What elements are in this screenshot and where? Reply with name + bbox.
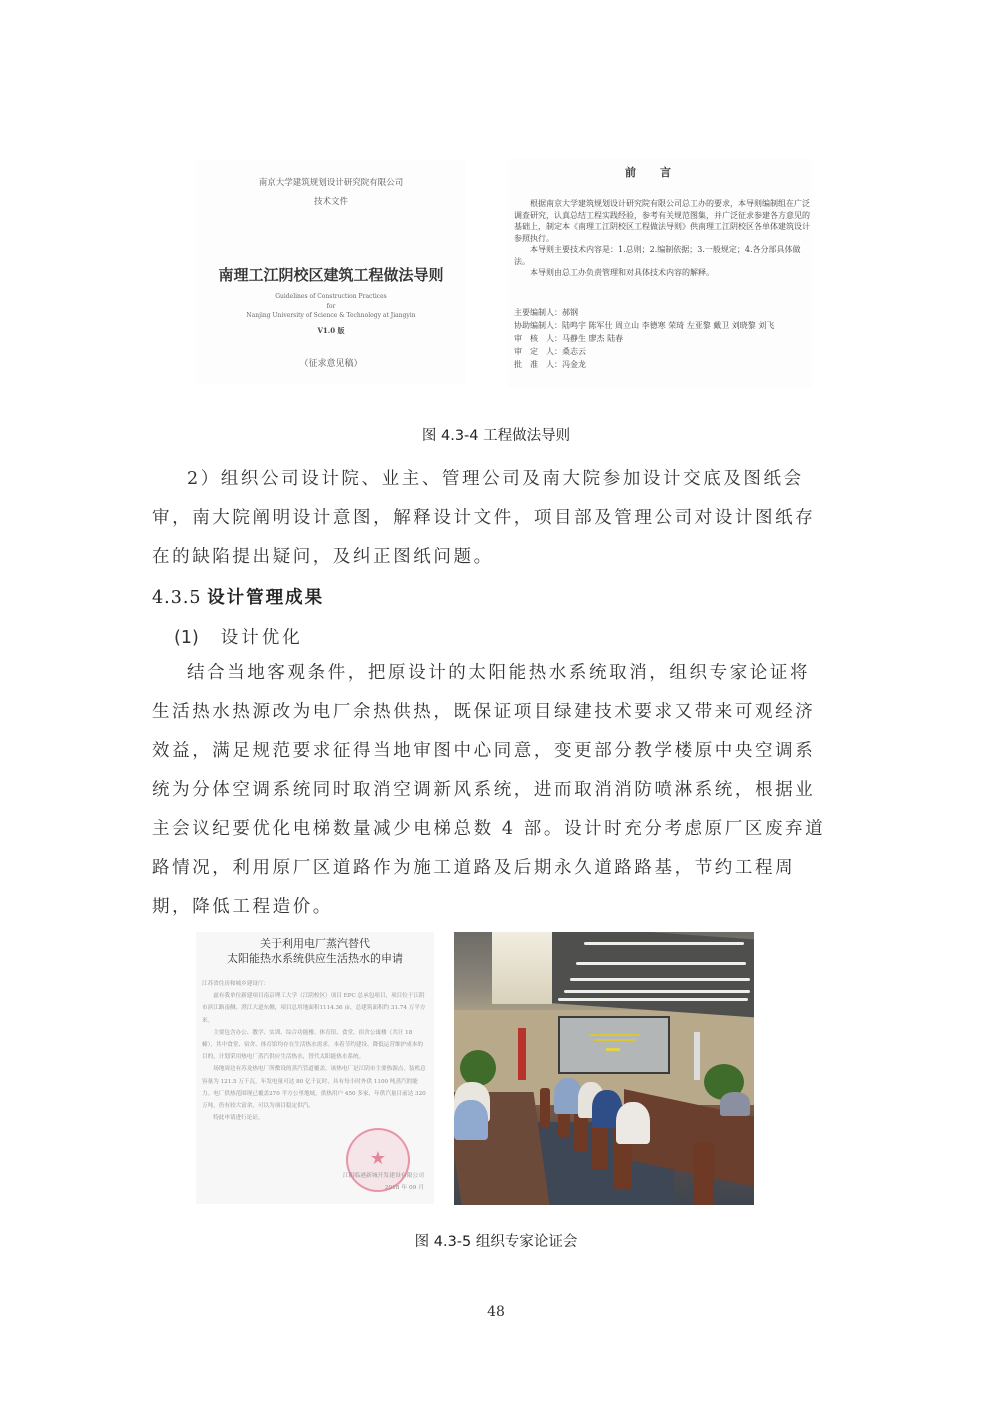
subsection-title: 设计优化 [220,628,303,648]
body-paragraph-2 [152,460,830,577]
photo-light-strip [564,990,750,993]
paragraph-text: 结合当地客观条件，把原设计的太阳能热水系统取消，组织专家论证将生活热水热源改为电厂余热供热，既保证项目绿建技术要求又带来可观经济效益，满足规范要求征得当地审图中心同意，变更部分教学楼原中央空调系统为分体空调系统同时取消空调新风系统，进而取消消防喷淋系统，根据业主会议纪要优化电梯数量减少电梯总数 4 部。设计时充分考虑原厂区废弃道路情况，利用原厂区道路作为施工道路及后期永久道路路基，节约工程周期，降低工程造价。 [152,663,826,917]
letter-signature: 江阴临港新城开发建设有限公司 [342,1173,424,1179]
letter-title-line: 关于利用电厂蒸汽替代 [260,937,370,950]
subsection-number: (1) [174,628,199,648]
letter-addressee: 江苏省住房和城乡建设厅： [202,981,270,987]
photo-ceiling-light [492,932,552,1004]
photo-light-strip [584,942,744,945]
credit-line: 审 核 人：马静生 廖杰 陆春 [514,334,624,343]
cover-doc-type: 技术文件 [313,197,348,207]
preface-paragraph: 本导则由总工办负责管理和对具体技术内容的解释。 [530,268,714,277]
preface-paragraph: 本导则主要技术内容是：1.总则；2.编制依据；3.一般规定；4.各分部具体做法。 [514,245,801,266]
credit-line: 批 准 人：冯金龙 [514,360,586,369]
white-flag [694,1032,700,1080]
expert-meeting-photo [454,932,754,1205]
company-seal-icon: ★ [346,1128,410,1192]
english-title-line: Nanjing University of Science & Technology at Jiangyin [246,312,416,319]
photo-light-strip [576,962,746,965]
potted-plant [460,1050,496,1086]
photo-light-strip [558,998,748,1001]
application-letter-image [196,932,434,1204]
cover-english-title [196,292,466,321]
figure-caption-4-3-4: 图 4.3-4 工程做法导则 [421,428,571,444]
chair [540,1088,550,1128]
section-heading [152,584,324,609]
preface-title: 前言 [625,166,695,179]
page-number: 48 [487,1304,505,1320]
letter-title-line: 太阳能热水系统供应生活热水的申请 [227,952,403,965]
photo-light-strip [570,978,750,981]
guideline-cover-image [196,160,466,385]
letter-paragraph: 特此申请进行论证。 [213,1115,264,1122]
body-paragraph-optimization [152,654,830,927]
credit-line: 审 定 人：桑志云 [514,347,586,356]
section-title: 设计管理成果 [207,588,325,608]
chair [694,1142,714,1205]
credit-line: 协助编制人：陆鸣宇 陈军仕 周立山 李德寒 荣琦 左亚黎 戴卫 刘晓黎 刘飞 [514,321,775,330]
cover-title: 南理工江阴校区建筑工程做法导则 [218,266,444,284]
letter-body [202,978,428,1124]
attendee [720,1092,750,1116]
preface-paragraph: 根据南京大学建筑规划设计研究院有限公司总工办的要求，本导则编制组在广泛调查研究，认真总结工程实践经验，参考有关规范图集，并广泛征求参建各方意见的基础上，制定本《南理工江阴校区工程做法导则》供南理工江阴校区各单体建筑设计参照执行。 [514,199,810,243]
cover-draft-note: （征求意见稿） [299,359,363,369]
letter-paragraph: 场地周边有苏龙热电厂所敷设的蒸汽管道覆盖，该热电厂是江阴市主要热源点，装机总容量为 121.5 万千瓦，年发电量可达 80 亿千瓦时，具有每小时外供 1100 吨蒸汽的能力。电厂供热范围现已覆盖270 平方公里地域，供热用户 450 多家，年供汽量目前达 320 万吨，仍有较大富余，可以为项目稳定供汽。 [202,1066,426,1110]
attendee [616,1102,650,1144]
english-title-line: for [326,302,336,310]
projector-screen [558,1016,670,1074]
letter-title [196,936,434,966]
letter-paragraph: 兹有我单位新建项目南京理工大学（江阴校区）项目 EPC 总承包项目，项目位于江阴市滨江路南侧、澄江大道东侧，项目总用地面积1114.36 亩，总建筑面积约 31.74 万平方米。 [202,993,426,1024]
subsection-heading [174,624,303,649]
guideline-preface-image [508,158,812,388]
credit-line: 主要编制人：郝钢 [514,308,578,317]
letter-paragraph: 主要包含办公、教学、实训、综合功能楼、体育馆、食堂、宿舍公寓楼（共计 18 幢），其中食堂、宿舍、体育馆均存在生活热水需求。本着节约建设、降低运营维护成本的目的，计划采用热电厂蒸汽供应生活热水，替代太阳能热水系统。 [202,1029,423,1061]
paragraph-text: 2）组织公司设计院、业主、管理公司及南大院参加设计交底及图纸会审，南大院阐明设计意图，解释设计文件，项目部及管理公司对设计图纸存在的缺陷提出疑问，及纠正图纸问题。 [152,469,816,567]
preface-credits [514,306,810,371]
section-number: 4.3.5 [152,588,202,608]
cover-version: V1.0 版 [317,326,345,335]
letter-signature-block [343,1170,424,1194]
attendee [454,1100,488,1140]
preface-body [514,198,810,279]
cover-organization: 南京大学建筑规划设计研究院有限公司 [258,178,404,188]
figure-caption-4-3-5: 图 4.3-5 组织专家论证会 [414,1234,578,1250]
letter-date: 2018 年 09 月 [384,1185,424,1191]
red-flag [518,1028,526,1080]
english-title-line: Guidelines of Construction Practices [275,293,387,300]
